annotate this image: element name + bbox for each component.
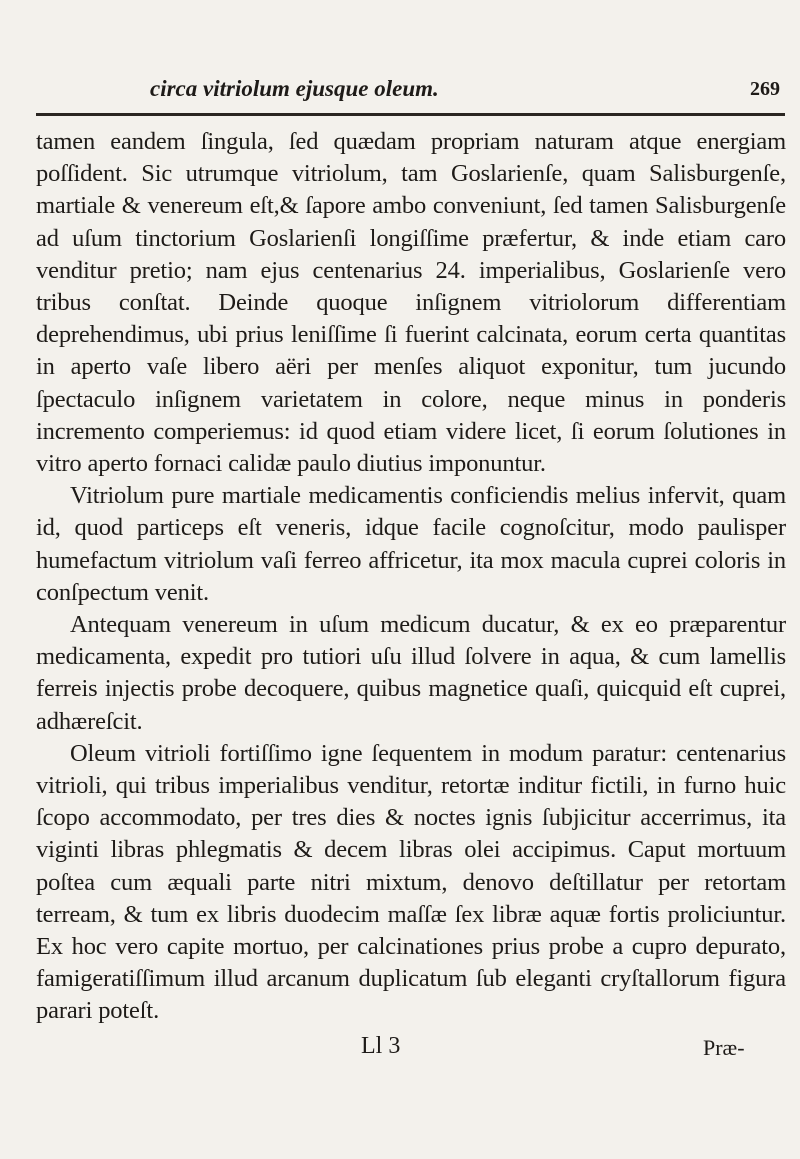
running-head: circa vitriolum ejusque oleum. xyxy=(150,76,439,101)
catchword: Præ- xyxy=(703,1035,745,1060)
page-footer xyxy=(0,1033,800,1067)
signature-mark: Ll 3 xyxy=(361,1033,401,1059)
body-text xyxy=(36,126,786,1028)
header-rule xyxy=(36,113,785,116)
paragraph: tamen eandem ſingula, ſed quædam propriam naturam atque energiam poſſident. Sic utrumque vitriolum, tam Goslarienſe, quam Salisburgenſe, martiale & venereum eſt,& ſapore ambo conveniunt, ſed tamen Salisburgenſe ad uſum tinctorium Goslarienſi longiſſime præfertur, & inde etiam caro venditur pretio; nam ejus centenarius 24. imperialibus, Goslarienſe vero tribus conſtat. Deinde quoque inſignem vitriolorum differentiam deprehendimus, ubi prius leniſſime ſi fuerint calcinata, eorum certa quantitas in aperto vaſe libero aëri per menſes aliquot exponitur, tum jucundo ſpectaculo inſignem varietatem in colore, neque minus in ponderis incremento comperiemus: id quod etiam videre licet, ſi eorum ſolutiones in vitro aperto fornaci calidæ paulo diutius imponuntur. xyxy=(36,128,786,478)
page-number: 269 xyxy=(750,78,780,100)
page-header xyxy=(0,76,800,106)
paragraph: Antequam venereum in uſum medicum ducatur, & ex eo præparentur medicamenta, expedit pro tutiori uſu illud ſolvere in aqua, & cum lamellis ferreis injectis probe decoquere, quibus magnetice quaſi, quicquid eſt cuprei, adhæreſcit. xyxy=(36,611,786,735)
paragraph: Oleum vitrioli fortiſſimo igne ſequentem in modum paratur: centenarius vitrioli, qui tribus imperialibus venditur, retortæ inditur fictili, in furno huic ſcopo accommodato, per tres dies & noctes ignis ſubjicitur accerrimus, ita viginti libras phlegmatis & decem libras olei accipimus. Caput mortuum poſtea cum æquali parte nitri mixtum, denovo deſtillatur per retortam terream, & tum ex libris duodecim maſſæ ſex libræ aquæ fortis proliciuntur. Ex hoc vero capite mortuo, per calcinationes prius probe a cupro depurato, famigeratiſſimum illud arcanum duplicatum ſub eleganti cryſtallorum figura parari poteſt. xyxy=(36,739,786,1025)
paragraph: Vitriolum pure martiale medicamentis conficiendis melius infervit, quam id, quod particeps eſt veneris, idque facile cognoſcitur, modo paulisper humefactum vitriolum vaſi ferreo affricetur, ita mox macula cuprei coloris in conſpectum venit. xyxy=(36,482,786,606)
